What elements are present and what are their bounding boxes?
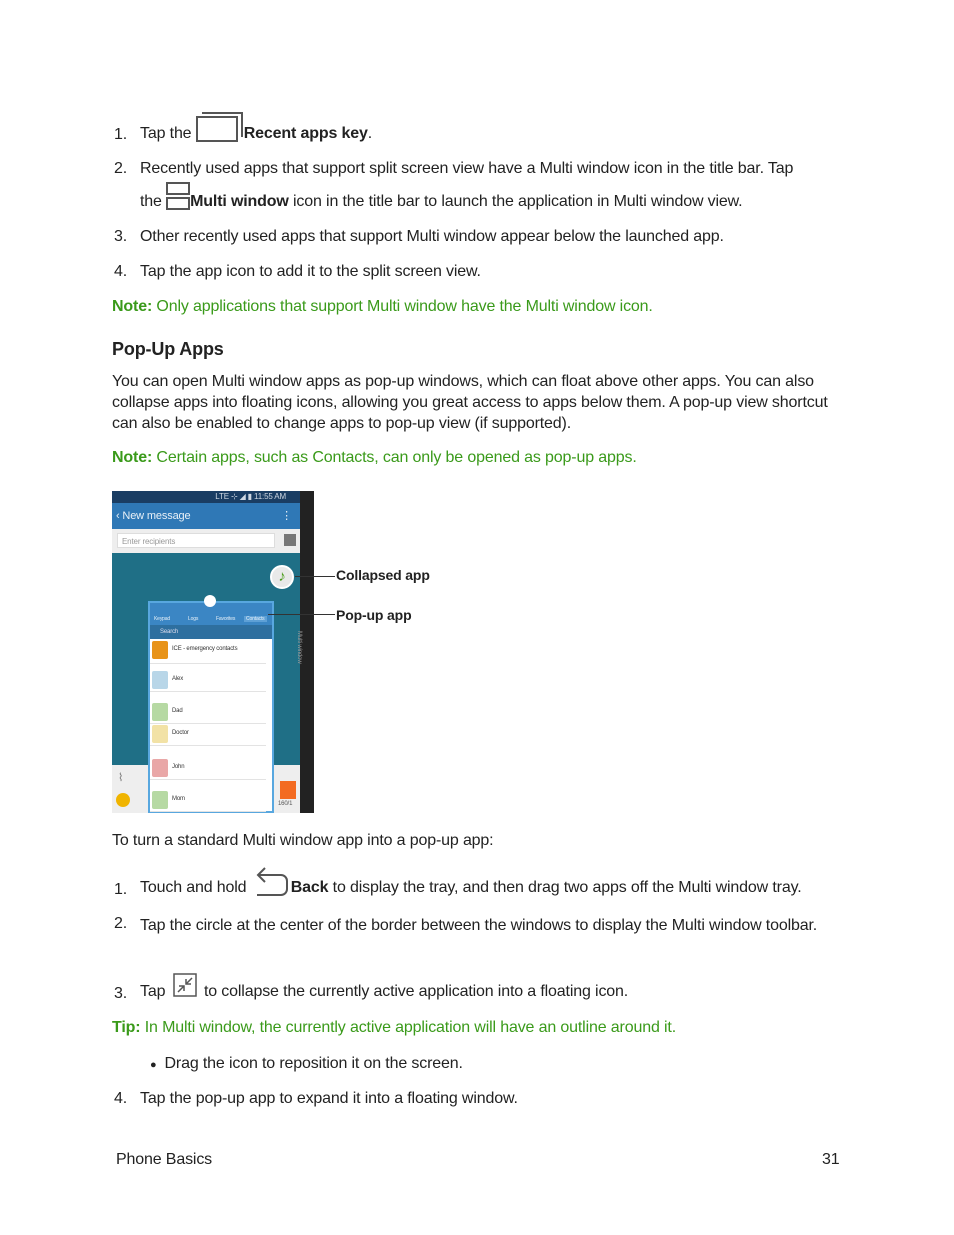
intro-paragraph: You can open Multi window apps as pop-up windows, which can float above other apps. You can also collapse apps into floating icons, allowing you great access to apps below them. A pop-up view shortcut can also be enabled to change apps to pop-up view (if supported). bbox=[112, 373, 828, 432]
compose-bar-left bbox=[112, 765, 148, 813]
multi-window-label: Multi window bbox=[190, 193, 289, 210]
tab-contacts: Contacts bbox=[246, 616, 265, 622]
turn-intro: To turn a standard Multi window app into a pop-up app: bbox=[112, 832, 494, 849]
page-number: 31 bbox=[822, 1151, 840, 1168]
status-bar: LTE ⊹ ◢ ▮ 11:55 AM bbox=[112, 491, 300, 503]
char-counter: 160/1 bbox=[278, 801, 293, 807]
tab-keypad: Keypad bbox=[154, 616, 171, 622]
avatar bbox=[152, 759, 168, 777]
step-b-3: Tap to collapse the currently active application into a floating icon. bbox=[140, 971, 628, 1001]
app-bar bbox=[112, 503, 300, 529]
section-title: Pop-Up Apps bbox=[112, 339, 224, 359]
list-item: Dad bbox=[150, 701, 266, 724]
step-text: Tap the bbox=[140, 125, 196, 142]
bullet-dot: ● bbox=[150, 1059, 157, 1071]
avatar bbox=[152, 703, 168, 721]
contact-picker-icon bbox=[284, 534, 296, 546]
back-label: Back bbox=[290, 879, 329, 896]
step-number: 3. bbox=[114, 985, 128, 1002]
list-item: Alex bbox=[150, 669, 266, 692]
bullet-item: ● Drag the icon to reposition it on the screen. bbox=[150, 1055, 463, 1072]
recipients-bar bbox=[112, 529, 300, 553]
step-number: 3. bbox=[114, 228, 128, 245]
emoji-icon bbox=[116, 793, 130, 807]
popup-search: Search bbox=[150, 625, 272, 639]
list-item: ICE - emergency contacts bbox=[150, 639, 266, 664]
multi-window-edge bbox=[296, 491, 314, 813]
back-chevron-icon: ‹ bbox=[116, 510, 120, 522]
recent-apps-key-label: Recent apps key bbox=[243, 125, 368, 142]
phone-screenshot bbox=[112, 491, 314, 813]
list-item: Mom bbox=[150, 789, 266, 812]
callout-line-popup bbox=[268, 614, 335, 615]
avatar bbox=[152, 641, 168, 659]
note-2: Note: Certain apps, such as Contacts, can only be opened as pop-up apps. bbox=[112, 449, 637, 466]
send-icon bbox=[280, 781, 296, 799]
tab-logs: Logs bbox=[188, 616, 199, 622]
step-b-2: Tap the circle at the center of the border between the windows to display the Multi window toolbar. bbox=[140, 917, 818, 934]
app-title: New message bbox=[122, 510, 191, 522]
step-2-line1: Recently used apps that support split screen view have a Multi window icon in the title bar. Tap bbox=[140, 160, 794, 177]
footer-section: Phone Basics bbox=[116, 1151, 213, 1168]
step-b-1: Touch and hold Back to display the tray, and then drag two apps off the Multi window tray. bbox=[140, 865, 802, 897]
step-b-4: Tap the pop-up app to expand it into a floating window. bbox=[140, 1090, 518, 1107]
window-border-handle bbox=[204, 595, 216, 607]
callout-popup-app: Pop-up app bbox=[336, 607, 412, 623]
multi-window-icon bbox=[166, 181, 190, 211]
collapsed-app-music-icon: ♪ bbox=[270, 565, 294, 589]
compose-bar-right bbox=[274, 765, 300, 813]
step-number: 1. bbox=[114, 126, 128, 143]
edge-label: Multi window bbox=[296, 631, 302, 664]
attach-icon: ⌇ bbox=[118, 772, 124, 784]
step-4: Tap the app icon to add it to the split screen view. bbox=[140, 263, 481, 280]
list-item: Doctor bbox=[150, 723, 266, 746]
more-icon: ⋮ bbox=[281, 510, 292, 522]
step-number: 1. bbox=[114, 881, 128, 898]
step-number: 4. bbox=[114, 263, 128, 280]
recipients-field: Enter recipients bbox=[117, 533, 275, 548]
popup-window bbox=[148, 601, 274, 813]
recent-apps-icon bbox=[196, 111, 244, 143]
tip: Tip: In Multi window, the currently active application will have an outline around it. bbox=[112, 1019, 676, 1036]
step-3: Other recently used apps that support Multi window appear below the launched app. bbox=[140, 228, 724, 245]
avatar bbox=[152, 671, 168, 689]
step-number: 2. bbox=[114, 160, 128, 177]
collapse-icon bbox=[170, 971, 200, 1001]
step-number: 4. bbox=[114, 1090, 128, 1107]
back-icon bbox=[251, 865, 291, 897]
step-2-line2: the Multi window icon in the title bar to launch the application in Multi window view. bbox=[140, 181, 742, 211]
note-1: Note: Only applications that support Multi window have the Multi window icon. bbox=[112, 298, 653, 315]
step-number: 2. bbox=[114, 915, 128, 932]
avatar bbox=[152, 725, 168, 743]
avatar bbox=[152, 791, 168, 809]
list-item: John bbox=[150, 757, 266, 780]
step-1: Tap the Recent apps key. bbox=[140, 111, 372, 143]
tab-favorites: Favorites bbox=[216, 616, 236, 622]
callout-collapsed-app: Collapsed app bbox=[336, 567, 430, 583]
callout-line-collapsed bbox=[295, 576, 335, 577]
